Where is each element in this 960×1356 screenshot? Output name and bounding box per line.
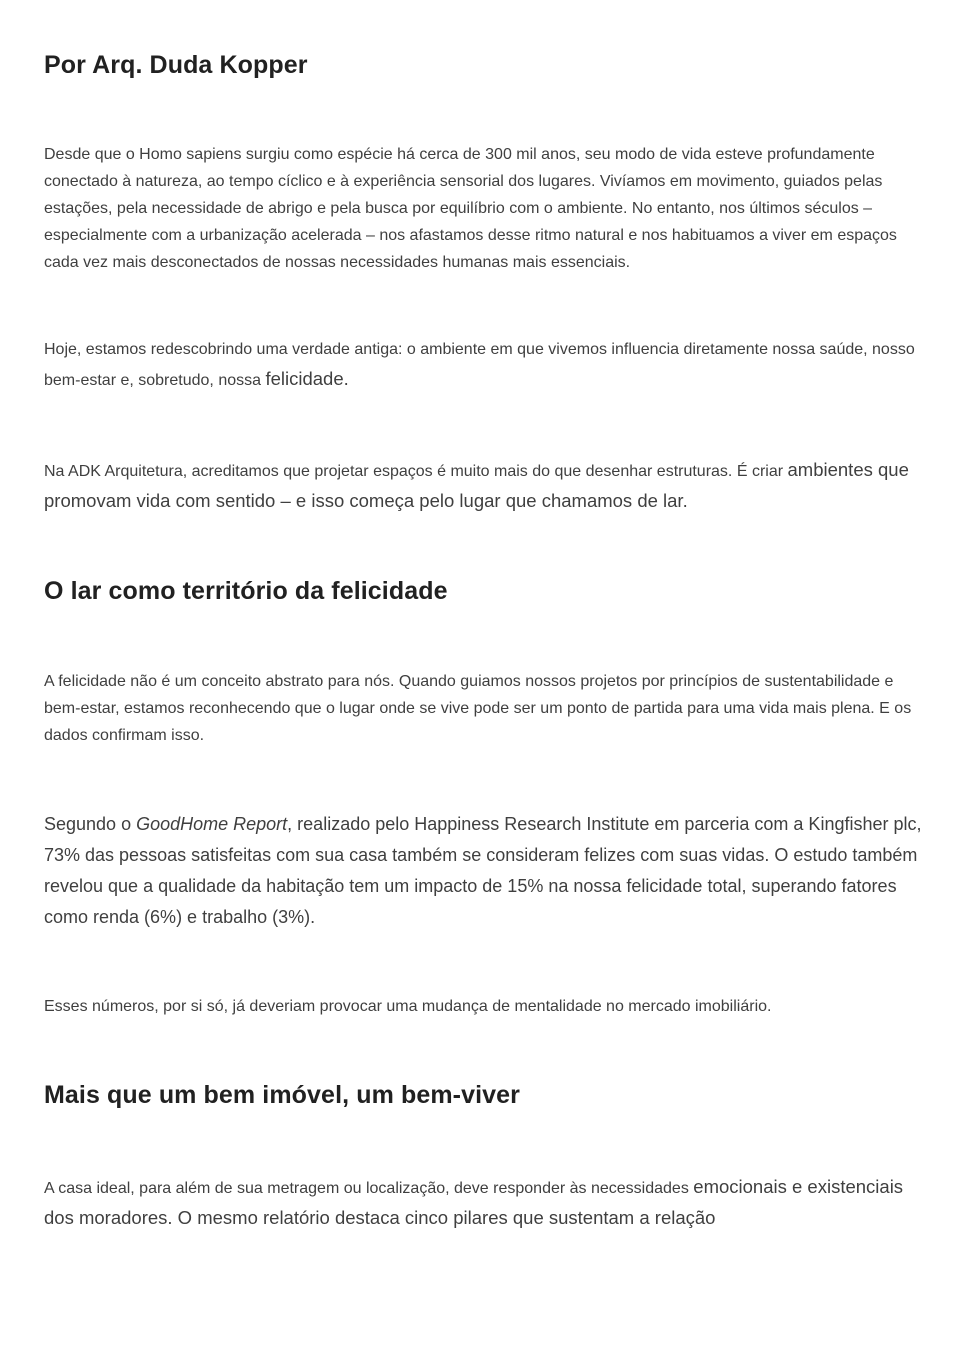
paragraph-adk-arquitetura-lead: Na ADK Arquitetura, acreditamos que projetar espaços é muito mais do que desenhar estruturas. É criar — [44, 463, 788, 481]
paragraph-mudanca-mentalidade: Esses números, por si só, já deveriam provocar uma mudança de mentalidade no mercado imobiliário. — [44, 997, 772, 1015]
paragraph-adk-arquitetura-emphasis: ambientes que promovam vida com sentido – e isso começa pelo lugar que chamamos de lar. — [44, 459, 909, 512]
paragraph-goodhome-report-lead: Segundo o — [44, 813, 137, 834]
article — [44, 50, 922, 1233]
paragraph-casa-ideal-lead: A casa ideal, para além de sua metragem ou localização, deve responder às necessidades — [44, 1179, 694, 1197]
paragraph-homo-sapiens: Desde que o Homo sapiens surgiu como espécie há cerca de 300 mil anos, seu modo de vida esteve profundamente conectado à natureza, ao tempo cíclico e à experiência sensorial dos lugares. Vivíamos em movimento, guiados pelas estações, pela necessidade de abrigo e pela busca por equilíbrio com o ambiente. No entanto, nos últimos séculos – especialmente com a urbanização acelerada – nos afastamos desse ritmo natural e nos habituamos a viver em espaços cada vez mais desconectados de nossas necessidades humanas mais essenciais. — [44, 146, 897, 272]
paragraph-verdade-antiga-lead: Hoje, estamos redescobrindo uma verdade antiga: o ambiente em que vivemos influencia diretamente nossa saúde, nosso bem-estar e, sobretudo, nossa — [44, 341, 915, 390]
goodhome-report-title: GoodHome Report — [136, 813, 288, 834]
paragraph-verdade-antiga — [44, 336, 922, 394]
section-heading-bem-viver: Mais que um bem imóvel, um bem-viver — [44, 1080, 520, 1109]
paragraph-verdade-antiga-emphasis: felicidade. — [265, 368, 349, 390]
paragraph-casa-ideal — [44, 1171, 922, 1233]
paragraph-goodhome-report — [44, 809, 922, 933]
section-heading-lar-territorio: O lar como território da felicidade — [44, 577, 448, 606]
paragraph-felicidade-conceito: A felicidade não é um conceito abstrato para nós. Quando guiamos nossos projetos por princípios de sustentabilidade e bem-estar, estamos reconhecendo que o lugar onde se vive pode ser um ponto de partida para uma vida mais plena. E os dados confirmam isso. — [44, 672, 912, 744]
byline-heading: Por Arq. Duda Kopper — [44, 51, 308, 79]
paragraph-goodhome-report-rest: , realizado pelo Happiness Research Institute em parceria com a Kingfisher plc, 73% das pessoas satisfeitas com sua casa também se consideram felizes com suas vidas. O estudo também revelou que a qualidade da habitação tem um impacto de 15% na nossa felicidade total, superando fatores como renda (6%) e trabalho (3%). — [44, 813, 922, 927]
paragraph-casa-ideal-emphasis: emocionais e existenciais dos moradores. O mesmo relatório destaca cinco pilares que sustentam a relação — [44, 1175, 904, 1228]
paragraph-adk-arquitetura — [44, 454, 922, 516]
